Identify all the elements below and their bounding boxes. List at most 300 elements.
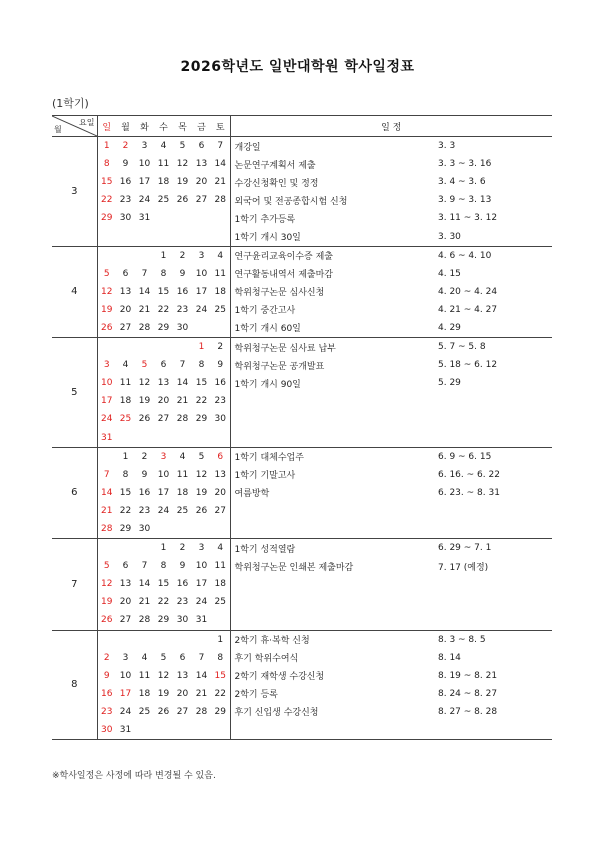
month-block	[52, 246, 552, 337]
calendar-day: 13	[211, 466, 230, 484]
calendar-day: 4	[122, 360, 129, 371]
calendar-day: 11	[211, 265, 230, 283]
calendar-day: 28	[138, 322, 151, 333]
event-date: 6. 23. ~ 8. 31	[438, 487, 500, 498]
calendar-day: 11	[157, 159, 170, 170]
schedule-row	[52, 703, 552, 721]
event-name: 학위청구논문 심사료 납부	[234, 343, 336, 354]
calendar-day: 16	[101, 688, 113, 699]
calendar-day: 28	[101, 524, 113, 535]
calendar-day: 15	[211, 667, 230, 685]
calendar-day	[192, 520, 211, 539]
calendar-day: 16	[176, 579, 189, 590]
corner-weekday-label: 요일	[79, 118, 95, 127]
calendar-day: 30	[138, 524, 151, 535]
calendar-day	[211, 429, 230, 448]
calendar-day: 5	[141, 360, 148, 371]
schedule-row	[52, 374, 552, 392]
calendar-day: 8	[103, 159, 110, 170]
schedule-row	[52, 447, 552, 466]
calendar-day: 6	[211, 447, 230, 466]
calendar-day: 10	[195, 268, 208, 279]
schedule-row	[52, 429, 552, 448]
calendar-day: 14	[195, 670, 208, 681]
calendar-day: 13	[157, 378, 170, 389]
calendar-day	[135, 338, 154, 357]
schedule-row	[52, 685, 552, 703]
event-name: 1학기 추가등록	[234, 214, 296, 225]
schedule-row	[52, 319, 552, 338]
calendar-day: 26	[195, 505, 208, 516]
calendar-day: 17	[101, 396, 113, 407]
calendar-day: 23	[176, 304, 189, 315]
calendar-day	[116, 539, 135, 558]
calendar-day: 1	[211, 630, 230, 649]
event-name: 연구윤리교육이수증 제출	[234, 252, 333, 263]
calendar-day: 15	[157, 286, 170, 297]
calendar-day: 16	[119, 177, 132, 188]
calendar-day: 23	[138, 505, 151, 516]
calendar-day: 1	[160, 543, 167, 554]
calendar-day: 30	[176, 322, 189, 333]
calendar-day: 11	[176, 469, 189, 480]
calendar-day: 25	[176, 505, 189, 516]
calendar-day: 9	[122, 159, 129, 170]
event-date: 3. 30	[438, 231, 461, 242]
calendar-day: 22	[195, 396, 208, 407]
event-date	[438, 611, 552, 630]
calendar-day: 25	[211, 301, 230, 319]
calendar-day: 24	[195, 597, 208, 608]
event-date: 5. 7 ~ 5. 8	[438, 342, 486, 353]
calendar-day: 21	[138, 304, 151, 315]
calendar-day: 12	[101, 286, 113, 297]
calendar-day: 19	[157, 688, 170, 699]
calendar-day	[173, 338, 192, 357]
event-name: 후기 학위수여식	[234, 654, 299, 665]
schedule-row	[52, 593, 552, 611]
calendar-day: 30	[101, 725, 113, 736]
calendar-day: 14	[101, 487, 113, 498]
calendar-day: 15	[195, 378, 208, 389]
calendar-day: 13	[195, 159, 208, 170]
calendar-day: 17	[195, 579, 208, 590]
calendar-day: 7	[141, 561, 148, 572]
calendar-day	[173, 520, 192, 539]
schedule-row	[52, 209, 552, 227]
calendar-day: 19	[101, 597, 113, 608]
event-name: 학위청구논문 인쇄본 제출마감	[234, 562, 354, 573]
month-block	[52, 447, 552, 538]
calendar-day: 6	[122, 268, 129, 279]
calendar-day: 6	[198, 141, 205, 152]
calendar-day: 13	[119, 286, 132, 297]
weekday-mon: 월	[116, 116, 135, 137]
calendar-day: 27	[211, 502, 230, 520]
event-name: 후기 신입생 수강신청	[234, 708, 319, 719]
calendar-day: 22	[119, 505, 132, 516]
calendar-day	[135, 246, 154, 265]
event-date: 8. 14	[438, 652, 461, 663]
calendar-day: 1	[160, 250, 167, 261]
calendar-day: 3	[103, 360, 110, 371]
calendar-day: 6	[179, 652, 186, 663]
calendar-day: 31	[101, 432, 113, 443]
calendar-day: 8	[122, 469, 129, 480]
event-name: 1학기 개시 30일	[234, 233, 301, 244]
calendar-day: 29	[195, 414, 208, 425]
event-date: 3. 3	[438, 141, 456, 152]
month-block	[52, 539, 552, 630]
calendar-day: 27	[119, 322, 132, 333]
calendar-day	[135, 721, 154, 740]
event-date: 6. 9 ~ 6. 15	[438, 451, 492, 462]
calendar-day: 29	[157, 615, 170, 626]
calendar-day: 5	[198, 451, 205, 462]
calendar-day: 5	[179, 141, 186, 152]
event-date: 6. 16. ~ 6. 22	[438, 469, 500, 480]
calendar-day: 24	[138, 195, 151, 206]
calendar-day: 28	[138, 615, 151, 626]
weekday-fri: 금	[192, 116, 211, 137]
calendar-day	[135, 227, 154, 246]
weekday-wed: 수	[154, 116, 173, 137]
event-name: 1학기 성적열람	[234, 544, 296, 555]
calendar-day: 14	[138, 579, 151, 590]
schedule-row	[52, 484, 552, 502]
calendar-day: 28	[211, 191, 230, 209]
calendar-day: 2	[141, 451, 148, 462]
schedule-table	[52, 115, 552, 740]
schedule-row	[52, 575, 552, 593]
calendar-day: 12	[176, 159, 189, 170]
event-name	[230, 611, 438, 630]
calendar-day: 26	[157, 706, 170, 717]
schedule-row	[52, 191, 552, 209]
calendar-day: 4	[160, 141, 167, 152]
calendar-day: 18	[119, 396, 132, 407]
event-date: 4. 20 ~ 4. 24	[438, 286, 498, 297]
event-date: 8. 27 ~ 8. 28	[438, 706, 498, 717]
calendar-day: 5	[160, 652, 167, 663]
calendar-day: 21	[195, 688, 208, 699]
event-name: 1학기 중간고사	[234, 306, 296, 317]
calendar-day	[211, 209, 230, 227]
calendar-day	[154, 630, 173, 649]
event-name: 학위청구논문 공개발표	[234, 361, 325, 372]
calendar-day	[135, 539, 154, 558]
event-name: 2학기 등록	[234, 690, 278, 701]
corner-month-label: 월	[54, 125, 62, 134]
calendar-day: 1	[103, 141, 110, 152]
calendar-day: 28	[176, 414, 189, 425]
calendar-day	[97, 338, 116, 357]
schedule-row	[52, 173, 552, 191]
event-name	[230, 410, 438, 428]
calendar-day: 27	[176, 706, 189, 717]
schedule-row	[52, 155, 552, 173]
calendar-day: 7	[198, 652, 205, 663]
calendar-day: 31	[195, 615, 208, 626]
calendar-day: 6	[160, 360, 167, 371]
calendar-day	[135, 630, 154, 649]
calendar-day	[211, 319, 230, 338]
schedule-row	[52, 649, 552, 667]
event-column-header	[230, 116, 552, 137]
calendar-day: 26	[101, 615, 113, 626]
schedule-row	[52, 301, 552, 319]
calendar-day: 8	[160, 561, 167, 572]
calendar-day	[211, 227, 230, 246]
calendar-day: 3	[198, 543, 205, 554]
event-name: 2학기 휴·복학 신청	[234, 636, 310, 647]
event-name	[230, 575, 438, 593]
event-date	[438, 721, 552, 740]
calendar-day: 29	[101, 213, 113, 224]
event-date: 3. 11 ~ 3. 12	[438, 213, 498, 224]
calendar-day: 1	[122, 451, 129, 462]
calendar-day	[173, 227, 192, 246]
calendar-day	[116, 227, 135, 246]
event-date: 8. 24 ~ 8. 27	[438, 688, 498, 699]
event-date	[438, 392, 552, 410]
event-name: 2학기 재학생 수강신청	[234, 672, 325, 683]
schedule-row	[52, 502, 552, 520]
calendar-day: 24	[119, 706, 132, 717]
event-name: 1학기 기말고사	[234, 471, 296, 482]
calendar-day: 29	[157, 322, 170, 333]
month-block	[52, 137, 552, 247]
calendar-day: 29	[119, 524, 132, 535]
schedule-row	[52, 410, 552, 428]
event-name: 수강신청확인 및 정정	[234, 178, 319, 189]
calendar-day	[154, 227, 173, 246]
event-name: 논문연구계획서 제출	[234, 160, 316, 171]
calendar-day: 21	[176, 396, 189, 407]
calendar-day	[211, 611, 230, 630]
weekday-sun: 일	[97, 116, 116, 137]
calendar-day: 19	[176, 177, 189, 188]
calendar-day: 7	[103, 469, 110, 480]
calendar-day: 20	[176, 688, 189, 699]
calendar-day: 5	[103, 268, 110, 279]
event-date: 4. 15	[438, 268, 461, 279]
schedule-row	[52, 721, 552, 740]
calendar-day: 4	[211, 246, 230, 265]
event-name: 연구활동내역서 제출마감	[234, 270, 333, 281]
header-corner	[52, 116, 97, 137]
calendar-day	[192, 227, 211, 246]
event-name	[230, 392, 438, 410]
calendar-day: 19	[101, 304, 113, 315]
calendar-day	[173, 429, 192, 448]
calendar-day	[192, 630, 211, 649]
calendar-day	[116, 429, 135, 448]
calendar-day: 10	[138, 159, 151, 170]
calendar-day: 12	[101, 579, 113, 590]
schedule-row	[52, 265, 552, 283]
weekday-thu: 목	[173, 116, 192, 137]
event-name: 개강일	[234, 142, 261, 153]
schedule-row	[52, 611, 552, 630]
calendar-day: 31	[119, 725, 132, 736]
calendar-day: 30	[211, 410, 230, 428]
calendar-day: 4	[141, 652, 148, 663]
calendar-day	[135, 429, 154, 448]
calendar-day: 21	[211, 173, 230, 191]
calendar-day	[211, 520, 230, 539]
calendar-day: 5	[103, 561, 110, 572]
schedule-row	[52, 557, 552, 575]
calendar-day: 11	[211, 557, 230, 575]
page-title: 2026학년도 일반대학원 학사일정표	[180, 59, 415, 75]
schedule-row	[52, 667, 552, 685]
calendar-day: 20	[211, 484, 230, 502]
calendar-day: 23	[101, 706, 113, 717]
semester-label: (1학기)	[52, 97, 89, 110]
schedule-row	[52, 520, 552, 539]
schedule-row	[52, 137, 552, 156]
calendar-day: 16	[138, 487, 151, 498]
calendar-day	[192, 319, 211, 338]
event-date: 3. 4 ~ 3. 6	[438, 177, 486, 188]
event-name	[230, 721, 438, 740]
event-name: 학위청구논문 심사신청	[234, 288, 325, 299]
calendar-day: 8	[160, 268, 167, 279]
calendar-day: 30	[119, 213, 132, 224]
calendar-day: 12	[195, 469, 208, 480]
calendar-day: 17	[195, 286, 208, 297]
schedule-row	[52, 392, 552, 410]
calendar-day	[154, 209, 173, 227]
calendar-day	[116, 630, 135, 649]
calendar-day: 24	[101, 414, 113, 425]
event-date	[438, 502, 552, 520]
calendar-day: 22	[157, 597, 170, 608]
calendar-day: 7	[141, 268, 148, 279]
event-name: 외국어 및 전공종합시험 신청	[234, 196, 348, 207]
calendar-day: 14	[138, 286, 151, 297]
calendar-day: 3	[122, 652, 129, 663]
event-name: 1학기 개시 90일	[234, 379, 301, 390]
calendar-day: 18	[138, 688, 151, 699]
calendar-day: 22	[101, 195, 113, 206]
calendar-day: 19	[195, 487, 208, 498]
calendar-day: 17	[138, 177, 151, 188]
event-name	[230, 429, 438, 448]
calendar-day: 29	[211, 703, 230, 721]
event-date	[438, 429, 552, 448]
event-date	[438, 575, 552, 593]
calendar-day: 2	[122, 141, 129, 152]
month-number: 4	[52, 246, 97, 337]
schedule-row	[52, 466, 552, 484]
calendar-day	[192, 429, 211, 448]
calendar-day: 6	[122, 561, 129, 572]
calendar-day: 7	[211, 137, 230, 156]
calendar-day: 10	[101, 378, 113, 389]
calendar-day: 9	[179, 561, 186, 572]
calendar-day: 11	[119, 378, 132, 389]
weekday-tue: 화	[135, 116, 154, 137]
calendar-day: 4	[211, 539, 230, 558]
calendar-day: 26	[101, 322, 113, 333]
calendar-day	[173, 721, 192, 740]
calendar-day: 26	[138, 414, 151, 425]
month-number: 6	[52, 447, 97, 538]
calendar-day: 26	[176, 195, 189, 206]
calendar-day: 9	[211, 356, 230, 374]
calendar-day	[154, 520, 173, 539]
month-number: 8	[52, 630, 97, 740]
calendar-day: 9	[179, 268, 186, 279]
event-date: 5. 18 ~ 6. 12	[438, 360, 498, 371]
event-date: 3. 3 ~ 3. 16	[438, 159, 492, 170]
calendar-day: 22	[157, 304, 170, 315]
calendar-day: 4	[179, 451, 186, 462]
calendar-day: 12	[138, 378, 151, 389]
footnote: ※학사일정은 사정에 따라 변경될 수 있음.	[52, 771, 216, 781]
calendar-day: 10	[195, 561, 208, 572]
calendar-day: 14	[176, 378, 189, 389]
schedule-row	[52, 338, 552, 357]
event-date: 3. 9 ~ 3. 13	[438, 195, 492, 206]
event-date: 4. 21 ~ 4. 27	[438, 304, 498, 315]
schedule-row	[52, 246, 552, 265]
calendar-day: 9	[141, 469, 148, 480]
schedule-row	[52, 539, 552, 558]
calendar-day: 15	[119, 487, 132, 498]
month-block	[52, 630, 552, 740]
calendar-day: 17	[119, 688, 132, 699]
calendar-day	[97, 246, 116, 265]
calendar-day: 9	[103, 670, 110, 681]
calendar-day	[97, 447, 116, 466]
month-number: 3	[52, 137, 97, 247]
calendar-day: 15	[157, 579, 170, 590]
calendar-day: 17	[157, 487, 170, 498]
calendar-day: 11	[138, 670, 151, 681]
event-date: 8. 19 ~ 8. 21	[438, 670, 498, 681]
event-date	[438, 410, 552, 428]
header-row	[52, 116, 552, 137]
calendar-day: 20	[157, 396, 170, 407]
calendar-day: 2	[179, 250, 186, 261]
calendar-day: 22	[211, 685, 230, 703]
calendar-day: 2	[211, 338, 230, 357]
calendar-day	[173, 630, 192, 649]
calendar-day: 25	[211, 593, 230, 611]
calendar-day: 25	[157, 195, 170, 206]
calendar-day: 8	[198, 360, 205, 371]
event-name	[230, 593, 438, 611]
calendar-day: 27	[119, 615, 132, 626]
calendar-day: 13	[176, 670, 189, 681]
calendar-day: 3	[141, 141, 148, 152]
calendar-day	[192, 209, 211, 227]
calendar-day: 20	[119, 304, 132, 315]
calendar-day	[173, 209, 192, 227]
calendar-day: 23	[119, 195, 132, 206]
schedule-row	[52, 630, 552, 649]
calendar-day: 1	[198, 342, 205, 353]
calendar-day: 14	[211, 155, 230, 173]
event-date: 5. 29	[438, 378, 461, 389]
calendar-day: 18	[157, 177, 170, 188]
calendar-day: 16	[211, 374, 230, 392]
event-name	[230, 502, 438, 520]
event-name: 1학기 개시 60일	[234, 324, 301, 335]
